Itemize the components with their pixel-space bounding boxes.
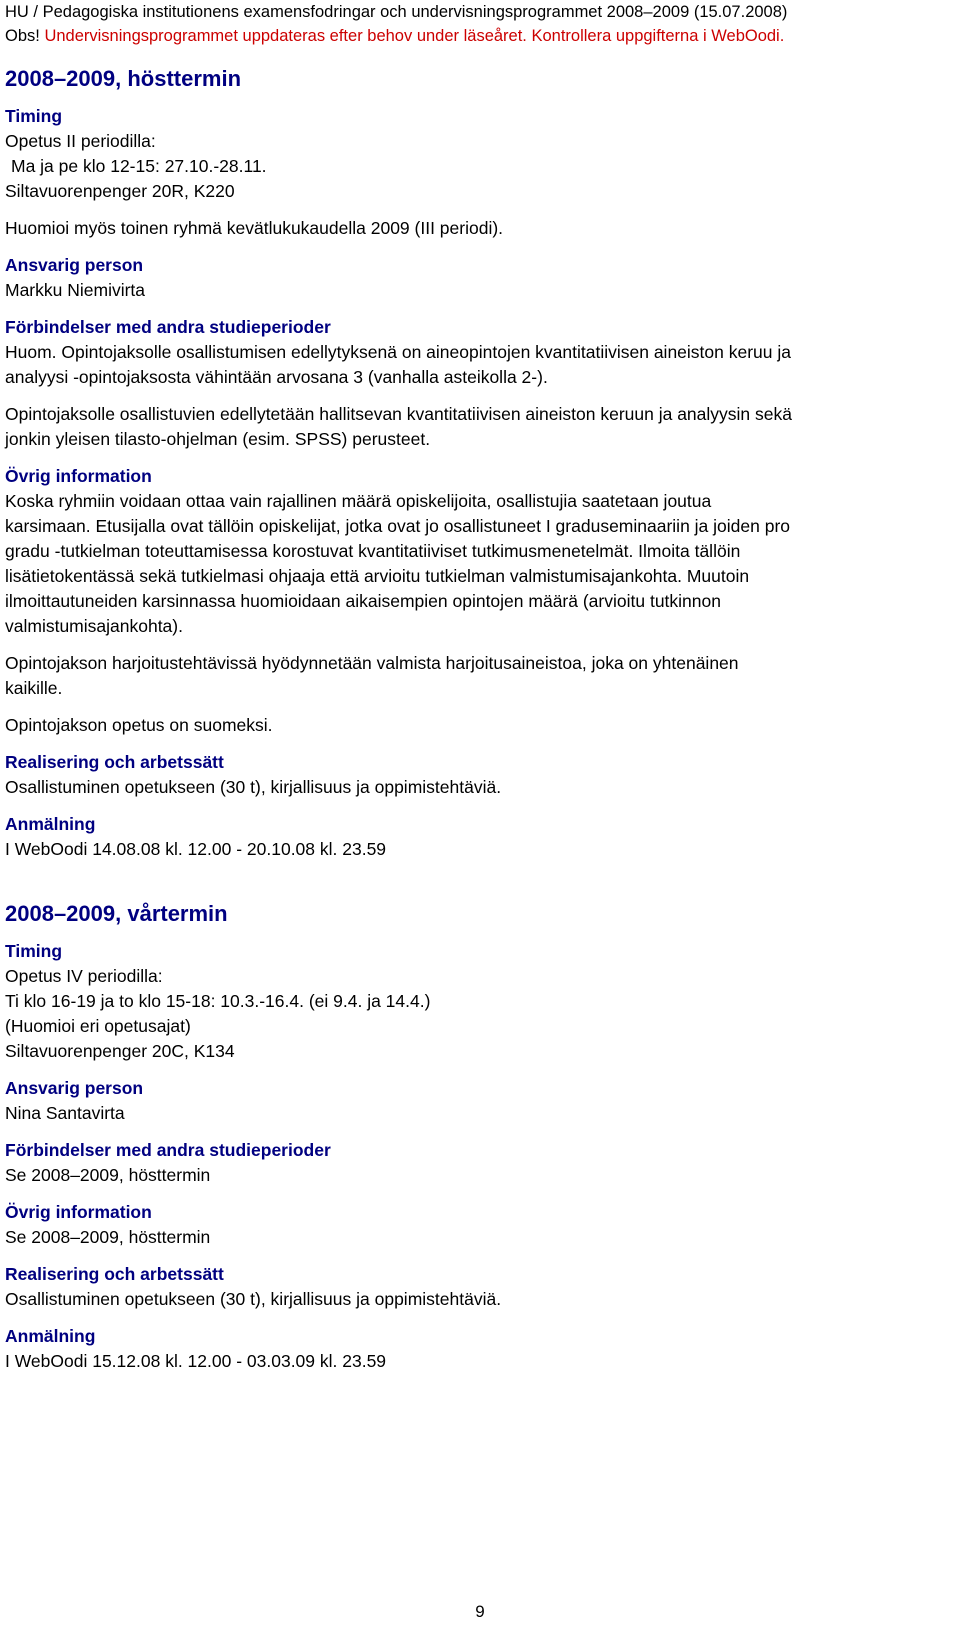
autumn-registration-text: I WebOodi 14.08.08 kl. 12.00 - 20.10.08 kl. 23.59 (5, 839, 387, 859)
autumn-timing-note: Huomioi myös toinen ryhmä kevätlukukaudella 2009 (III periodi). (5, 218, 504, 238)
document-page (5, 0, 955, 1374)
notice-text: Undervisningsprogrammet uppdateras efter behov under läseåret. Kontrollera uppgifterna i WebOodi. (39, 27, 785, 45)
autumn-section (5, 65, 955, 862)
autumn-responsible-name: Markku Niemivirta (5, 280, 146, 300)
spring-responsible-label: Ansvarig person (5, 1078, 144, 1098)
notice-label: Obs! (5, 27, 40, 45)
autumn-other-info (5, 464, 955, 738)
autumn-other-p2-line-2: kaikille. (5, 678, 63, 698)
spring-connections-text: Se 2008–2009, hösttermin (5, 1165, 211, 1185)
spring-title: 2008–2009, vårtermin (5, 901, 228, 926)
spring-registration-label: Anmälning (5, 1326, 96, 1346)
autumn-other-label: Övrig information (5, 466, 152, 486)
autumn-methods-text: Osallistuminen opetukseen (30 t), kirjallisuus ja oppimistehtäviä. (5, 777, 502, 797)
spring-timing-line-1: Opetus IV periodilla: (5, 966, 163, 986)
autumn-connections-p2-line-1: Opintojaksolle osallistuvien edellytetään hallitsevan kvantitatiivisen aineiston keruun ja analyysin sekä (5, 404, 792, 424)
autumn-connections (5, 315, 955, 452)
autumn-connections-p1-line-1: Huom. Opintojaksolle osallistumisen edellytyksenä on aineopintojen kvantitatiivisen aineiston keruu ja (5, 342, 791, 362)
notice (5, 24, 955, 48)
spring-registration (5, 1324, 955, 1374)
spring-timing-line-2: Ti klo 16-19 ja to klo 15-18: 10.3.-16.4. (ei 9.4. ja 14.4.) (5, 991, 431, 1011)
spring-connections-label: Förbindelser med andra studieperioder (5, 1140, 331, 1160)
autumn-other-p1-line-5: ilmoittautuneiden karsinnassa huomioidaan aikaisempien opintojen määrä (arvioitu tutkinnon (5, 591, 721, 611)
autumn-other-p1-line-6: valmistumisajankohta). (5, 616, 183, 636)
autumn-timing-line-2: Ma ja pe klo 12-15: 27.10.-28.11. (11, 156, 267, 176)
autumn-responsible-label: Ansvarig person (5, 255, 144, 275)
autumn-connections-p2-line-2: jonkin yleisen tilasto-ohjelman (esim. SPSS) perusteet. (5, 429, 431, 449)
spring-timing-line-3: (Huomioi eri opetusajat) (5, 1016, 191, 1036)
autumn-registration (5, 812, 955, 862)
autumn-methods (5, 750, 955, 800)
running-header: HU / Pedagogiska institutionens examensfodringar och undervisningsprogrammet 2008–2009 (15.07.2008) (5, 3, 788, 21)
autumn-connections-p1-line-2: analyysi -opintojaksosta vähintään arvosana 3 (vanhalla asteikolla 2-). (5, 367, 548, 387)
spring-connections (5, 1138, 955, 1188)
autumn-methods-label: Realisering och arbetssätt (5, 752, 224, 772)
autumn-timing-line-3: Siltavuorenpenger 20R, K220 (5, 181, 235, 201)
spring-responsible-name: Nina Santavirta (5, 1103, 125, 1123)
autumn-timing-label: Timing (5, 106, 63, 126)
autumn-other-p3: Opintojakson opetus on suomeksi. (5, 715, 273, 735)
spring-timing (5, 939, 955, 1064)
spring-methods-label: Realisering och arbetssätt (5, 1264, 224, 1284)
spring-other-info (5, 1200, 955, 1250)
spring-other-label: Övrig information (5, 1202, 152, 1222)
autumn-title: 2008–2009, hösttermin (5, 66, 242, 91)
autumn-other-p2-line-1: Opintojakson harjoitustehtävissä hyödynnetään valmista harjoitusaineistoa, joka on yhtenäinen (5, 653, 739, 673)
autumn-responsible (5, 253, 955, 303)
spring-methods-text: Osallistuminen opetukseen (30 t), kirjallisuus ja oppimistehtäviä. (5, 1289, 502, 1309)
autumn-connections-label: Förbindelser med andra studieperioder (5, 317, 331, 337)
autumn-other-p1-line-3: gradu -tutkielman toteuttamisessa korostuvat kvantitatiiviset tutkimusmenetelmät. Ilmoita tällöin (5, 541, 741, 561)
autumn-registration-label: Anmälning (5, 814, 96, 834)
autumn-timing (5, 104, 955, 241)
autumn-timing-line-1: Opetus II periodilla: (5, 131, 156, 151)
autumn-other-p1-line-1: Koska ryhmiin voidaan ottaa vain rajallinen määrä opiskelijoita, osallistujia saatetaan joutua (5, 491, 712, 511)
spring-timing-label: Timing (5, 941, 63, 961)
spring-other-text: Se 2008–2009, hösttermin (5, 1227, 211, 1247)
autumn-other-p1-line-4: lisätietokentässä sekä tutkielmasi ohjaaja että arvioitu tutkielman valmistumisajankohta. Muutoin (5, 566, 750, 586)
page-number: 9 (475, 1602, 485, 1621)
spring-responsible (5, 1076, 955, 1126)
spring-section (5, 900, 955, 1374)
spring-registration-text: I WebOodi 15.12.08 kl. 12.00 - 03.03.09 kl. 23.59 (5, 1351, 387, 1371)
spring-methods (5, 1262, 955, 1312)
spring-timing-line-4: Siltavuorenpenger 20C, K134 (5, 1041, 235, 1061)
autumn-other-p1-line-2: karsimaan. Etusijalla ovat tällöin opiskelijat, jotka ovat jo osallistuneet I graduseminaariin ja joiden pro (5, 516, 791, 536)
